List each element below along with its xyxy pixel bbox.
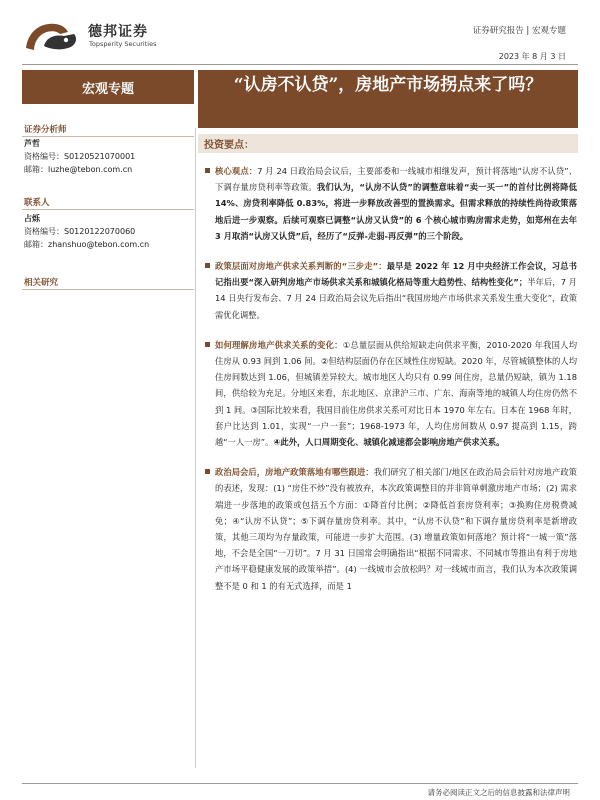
analyst-block	[24, 137, 135, 176]
brand-logo-icon	[22, 18, 84, 54]
paragraph-policy-followup: 政治局会后，房地产政策落地有哪些跟进：我们研究了相关部门/地区在政治局会后针对房地产政策的表述，发现：(1) “房住不炒”没有被放弃，本次政策调整目的并非简单刺激房地产市场；(2) 需求端进一步落地的政策或包括五个方面：①降首付比例；②降低首套房贷利率；③换购住房税费减免；④“认房不认贷”；⑤下调存量房贷利率。其中，“认房不认贷”和下调存量房贷利率是新增政策，其他三项均为存量政策，可能进一步扩大范围。(3) 增量政策如何落地？预计将“一城一策”落地，不会是全国“一刀切”。7 月 31 日国常会明确指出“根据不同需求、不同城市等推出有利于房地产市场平稳健康发展的政策举措”。(4) 一线城市会放松吗？对一线城市而言，我们认为本次政策调整不是 0 和 1 的有无式选择，而是 1	[205, 464, 577, 594]
paragraph-policy-steps: 政策层面对房地产供求关系判断的“三步走”：最早是 2022 年 12 月中央经济工作会议，习总书记指出要“深入研判房地产市场供求关系和城镇化格局等重大趋势性、结构性变化”；半年后，7 月 14 日央行发布会、7 月 24 日政治局会议先后指出“我国房地产市场供求关系发生重大变化”，政策需优化调整。	[205, 258, 577, 323]
column-divider	[195, 128, 196, 768]
analyst-heading: 证券分析师	[24, 125, 67, 135]
footer-divider	[22, 783, 578, 784]
bullet-icon	[205, 263, 210, 268]
analyst-email[interactable]: 邮箱：luzhe@tebon.com.cn	[24, 165, 133, 174]
report-title: “认房不认贷”，房地产市场拐点来了吗？	[198, 70, 578, 128]
bullet-icon	[205, 469, 210, 474]
contact-heading: 联系人	[24, 198, 50, 208]
disclaimer-note: 请务必阅读正文之后的信息披露和法律声明	[427, 788, 570, 797]
paragraph-supply-demand: 如何理解房地产供求关系的变化：①总量层面从供给短缺走向供求平衡，2010-2020 年我国人均住房从 0.93 间到 1.06 间。②但结构层面仍存在区域性住房短缺。2020 年，尽管城镇整体的人均住房间数达到 1.06，但城镇差异较大。城市地区人均只有 0.99 间住房，总量仍短缺，镇为 1.18 间，供给较为充足。分地区来看，东北地区、京津沪三市、广东、海南等地的城镇人均住房仍然不到 1 间。③国际比较来看，我国目前住房供求关系可对比日本 1970 年左右。日本在 1968 年时，套户比达到 1.01，实现“一户一套”；1968-1973 年，人均住房间数从 0.97 提高到 1.15，跨越“一人一房”。④此外，人口周期变化、城镇化减速都会影响房地产供求关系。	[205, 337, 577, 450]
header-divider	[22, 64, 578, 65]
bullet-icon	[205, 342, 210, 347]
analyst-cert: 资格编号：S0120521070001	[24, 152, 136, 161]
bullet-icon	[205, 168, 210, 173]
contact-email[interactable]: 邮箱：zhanshuo@tebon.com.cn	[24, 240, 150, 249]
contact-name: 占烁	[24, 214, 40, 223]
report-body	[205, 163, 577, 608]
paragraph-core-view: 核心观点：7 月 24 日政治局会议后，主要部委和一线城市相继发声，预计将落地“认房不认贷”、下调存量房贷利率等政策。我们认为，“认房不认贷”的调整意味着“卖一买一”的首付比例将降低 14%、房贷利率降低 0.83%，将进一步释放改善型的置换需求。但需求释放的持续性尚待政策落地后进一步观察。后续可观察已调整“认房又认贷”的 6 个核心城市购房需求走势，如郑州在去年 3 月取消“认房又认贷”后，经历了“反弹-走弱-再反弹”的三个阶段。	[205, 163, 577, 244]
sidebar-divider	[22, 289, 194, 290]
related-heading: 相关研究	[24, 278, 59, 288]
contact-block	[24, 212, 149, 251]
report-type: 证券研究报告 | 宏观专题	[472, 26, 566, 36]
analyst-name: 芦哲	[24, 139, 40, 148]
sidebar-divider	[22, 209, 194, 210]
brand-name-en: Topsperity Securities	[89, 40, 157, 48]
keypoints-heading: 投资要点：	[198, 134, 578, 153]
brand-name: 德邦证券	[88, 24, 148, 40]
report-date: 2023 年 8 月 3 日	[498, 52, 566, 61]
category-banner: 宏观专题	[22, 70, 194, 104]
contact-cert: 资格编号：S0120122070060	[24, 227, 136, 236]
